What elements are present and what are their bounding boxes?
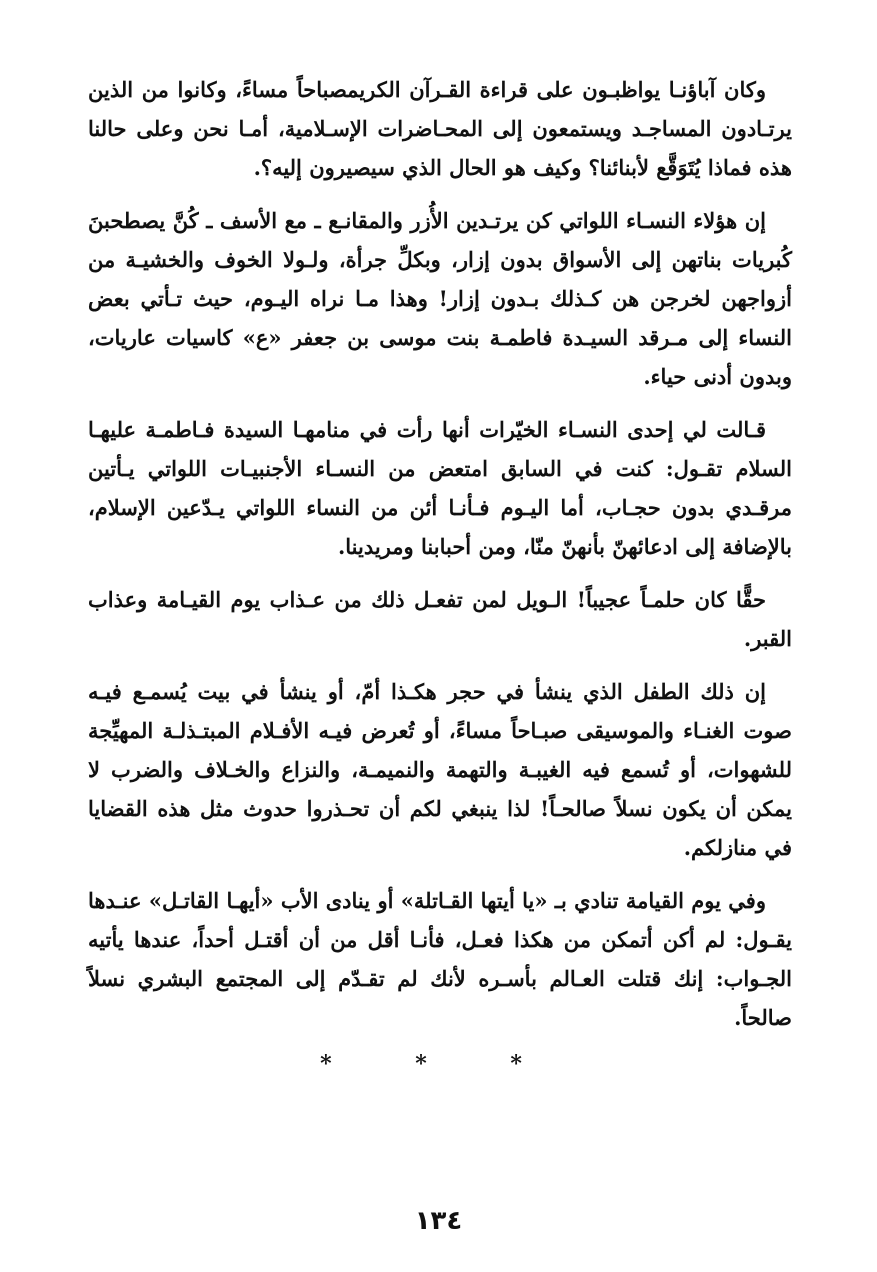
paragraph-5: إن ذلك الطفل الذي ينشأ في حجر هكـذا أمّ، أو ينشأ في بيت يُسمـع فيـه صوت الغنـاء والموسيقى صبـاحاً مساءً، أو تُعرض فيـه الأفـلام المبتـذلـة المهيِّجة للشهوات، أو تُسمع فيه الغيبـة والتهمة والنميمـة، والنزاع والخـلاف والضرب لا يمكن أن يكون نسلاً صالحـاً! لذا ينبغي لكم أن تحـذروا حدوث مثل هذه القضايا في منازلكم.: [88, 679, 792, 860]
paragraph-1: وكان آباؤنـا يواظبـون على قراءة القـرآن الكريمصباحاً مساءً، وكانوا من الذين يرتـادون المساجـد ويستمعون إلى المحـاضرات الإسـلامية، أمـا نحن وعلى حالنا هذه فماذا يُتَوَقَّع لأبنائنا؟ وكيف هو الحال الذي سيصيرون إليه؟.: [88, 77, 792, 180]
paragraph-3: قـالت لي إحدى النسـاء الخيّرات أنها رأت في منامهـا السيدة فـاطمـة عليهـا السلام تقـول: كنت في السابق امتعض من النسـاء الأجنبيـات اللواتي يـأتين مرقـدي بدون حجـاب، أما اليـوم فـأنـا أئن من النساء اللواتي يـدّعين الإسلام، بالإضافة إلى ادعائهنّ بأنهنّ منّا، ومن أحبابنا ومريدينا.: [88, 417, 792, 559]
page-body: [88, 70, 792, 1200]
paragraph-6: وفي يوم القيامة تنادي بـ «يا أيتها القـاتلة» أو ينادى الأب «أيهـا القاتـل» عنـدها يقـول: لم أكن أتمكن من هكذا فعـل، فأنـا أقل من أن أقتـل أحداً، عندها يأتيه الجـواب: إنك قتلت العـالم بأسـره لأنك لم تقـدّم إلى المجتمع البشري نسلاً صالحاً.: [88, 888, 792, 1030]
page-number: ١٣٤: [414, 1206, 463, 1236]
paragraph-2: إن هؤلاء النسـاء اللواتي كن يرتـدين الأُزر والمقانـع ـ مع الأسف ـ كُنَّ يصطحبنَ كُبريات بناتهن إلى الأسواق بدون إزار، وبكلِّ جرأة، ولـولا الخوف والخشيـة من أزواجهن لخرجن هن كـذلك بـدون إزار! وهذا مـا نراه اليـوم، حيث تـأتي بعض النساء إلى مـرقد السيـدة فاطمـة بنت موسى بن جعفر «ع» كاسيات عاريات، وبدون أدنى حياء.: [88, 208, 792, 389]
paragraph-4: حقًّا كان حلمـاً عجيباً! الـويل لمن تفعـل ذلك من عـذاب يوم القيـامة وعذاب القبر.: [88, 587, 792, 651]
section-separator: * * *: [320, 1051, 560, 1077]
